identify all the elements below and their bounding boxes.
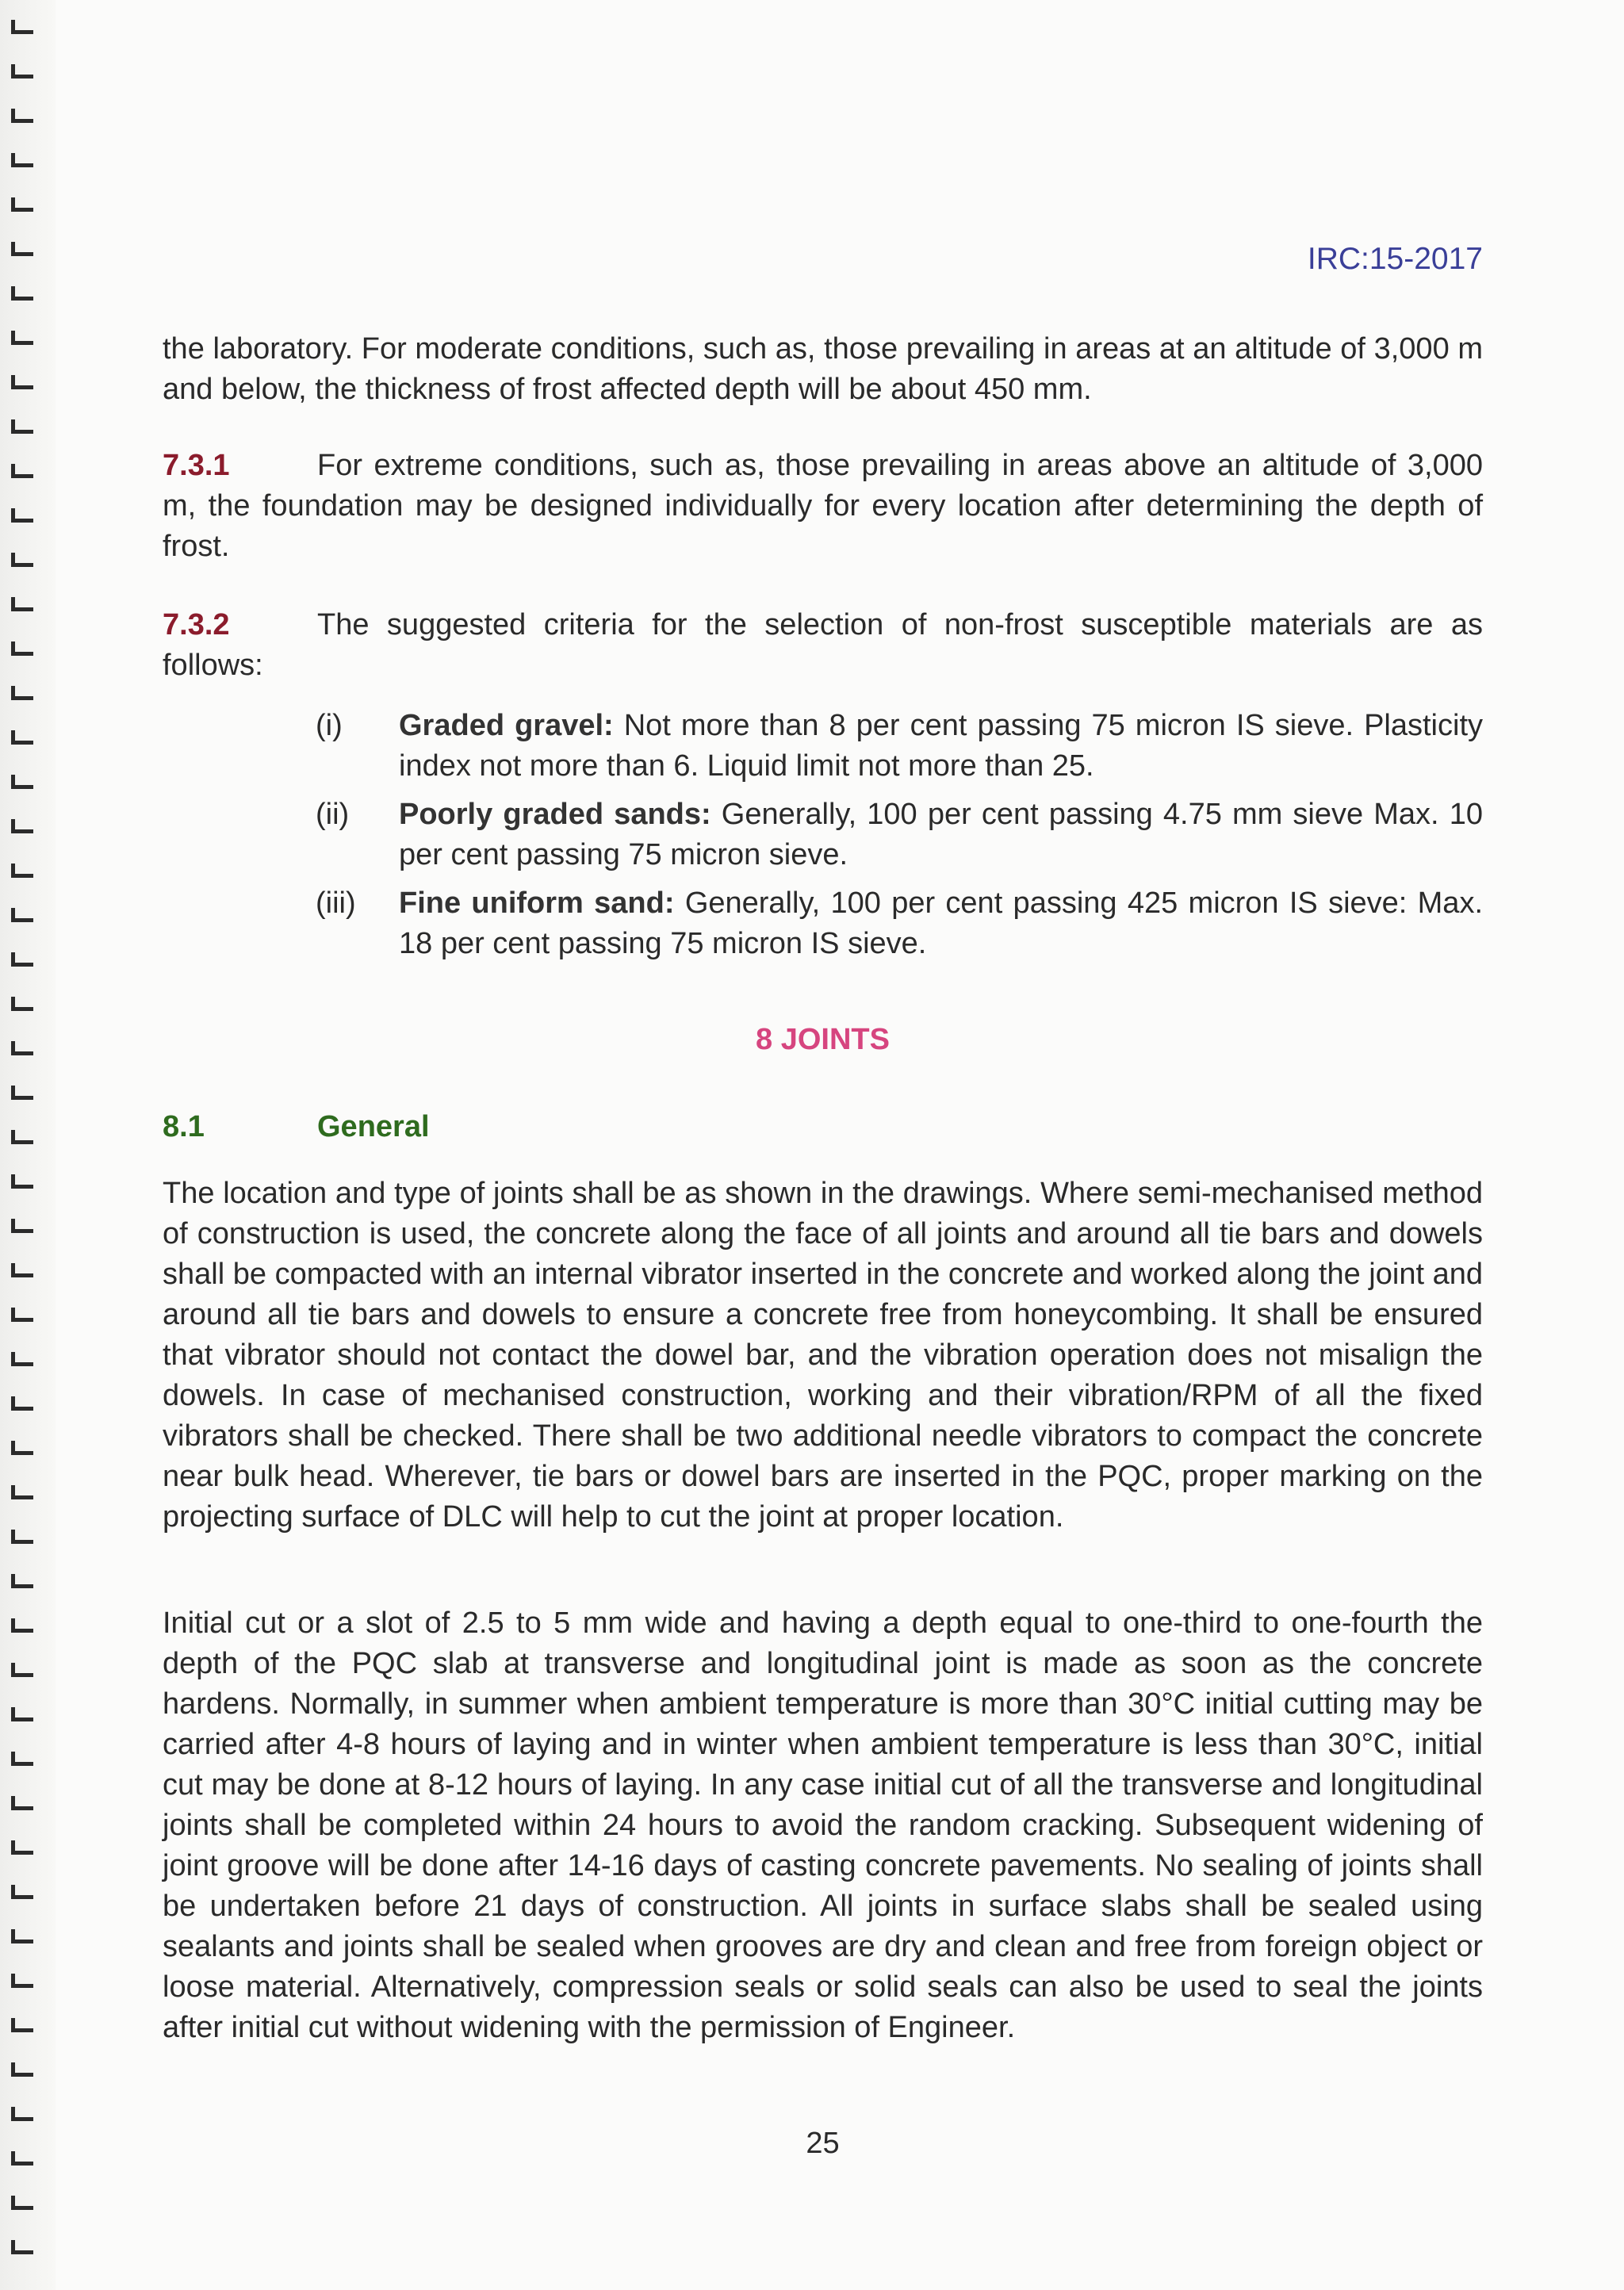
binding-ring [11,1707,33,1721]
binding-ring [11,2018,33,2032]
item-numeral: (i) [316,709,343,742]
binding-ring [11,1441,33,1455]
binding-ring [11,2240,33,2254]
binding-ring [11,775,33,789]
section-heading: 8 JOINTS [756,1023,890,1056]
general-paragraph-1 [163,1174,1483,1538]
item-term: Poorly graded sands: [399,798,711,831]
binding-ring [11,242,33,256]
binding-ring [11,2196,33,2210]
item-numeral: (iii) [316,887,356,920]
list-item [316,706,1483,787]
paragraph-text: Initial cut or a slot of 2.5 to 5 mm wide and having a depth equal to one-third to one-fourth the depth of the PQC slab at transverse and longitudinal joint is made as soon as the concrete hardens. Normally, in summer when ambient temperature is more than 30°C initial cutting may be carried after 4-8 hours of laying and in winter when ambient temperature is less than 30°C, initial cut may be done at 8-12 hours of laying. In any case initial cut of all the transverse and longitudinal joints shall be completed within 24 hours to avoid the random cracking. Subsequent widening of joint groove will be done after 14-16 days of casting concrete pavements. No sealing of joints shall be undertaken before 21 days of construction. All joints in surface slabs shall be sealed using sealants and joints shall be sealed when grooves are dry and clean and free from foreign object or loose material. Alternatively, compression seals or solid seals can also be used to seal the joints after initial cut without widening with the permission of Engineer. [163,1606,1483,2044]
binding-ring [11,1752,33,1766]
binding-ring [11,1263,33,1277]
list-item [316,883,1483,964]
subsection-title: General [317,1110,430,1143]
binding-ring [11,1663,33,1677]
binding-ring [11,1219,33,1233]
binding-ring [11,1885,33,1899]
item-numeral: (ii) [316,798,350,831]
binding-ring [11,1130,33,1144]
binding-ring [11,1530,33,1544]
binding-ring [11,419,33,434]
binding-ring [11,1041,33,1055]
spiral-binding [0,0,56,2290]
binding-ring [11,197,33,212]
binding-ring [11,819,33,833]
criteria-list [316,706,1483,972]
binding-ring [11,286,33,301]
binding-ring [11,109,33,123]
item-text: Generally, 100 per cent passing 425 micron IS sieve: Max. 18 per cent passing 75 micron IS sieve. [399,887,1484,960]
clause-7-3-1 [163,446,1483,567]
intro-paragraph [163,329,1483,410]
clause-text: The suggested criteria for the selection of non-frost susceptible materials are as follows: [163,608,1483,682]
binding-ring [11,375,33,389]
binding-ring [11,597,33,611]
document-code: IRC:15-2017 [1307,242,1483,276]
binding-ring [11,952,33,967]
clause-7-3-2 [163,605,1483,686]
binding-ring [11,1485,33,1499]
binding-ring [11,508,33,523]
binding-ring [11,1308,33,1322]
binding-ring [11,20,33,34]
binding-ring [11,2062,33,2077]
binding-ring [11,1086,33,1100]
binding-ring [11,997,33,1011]
page-number: 25 [806,2127,840,2160]
binding-ring [11,1929,33,1943]
list-item [316,795,1483,875]
binding-ring [11,730,33,745]
subsection-heading [163,1110,430,1144]
item-term: Graded gravel: [399,709,614,742]
binding-ring [11,641,33,656]
binding-ring [11,1618,33,1633]
binding-ring [11,553,33,567]
binding-ring [11,686,33,700]
clause-number: 7.3.1 [163,449,230,482]
clause-text: For extreme conditions, such as, those prevailing in areas above an altitude of 3,000 m, the foundation may be designed individually for every location after determining the depth of frost. [163,449,1483,563]
binding-ring [11,1840,33,1855]
binding-ring [11,64,33,79]
binding-ring [11,1174,33,1189]
item-term: Fine uniform sand: [399,887,675,920]
binding-ring [11,1974,33,1988]
binding-ring [11,153,33,167]
clause-number: 7.3.2 [163,608,230,641]
binding-ring [11,1574,33,1588]
binding-ring [11,1796,33,1810]
general-paragraph-2 [163,1603,1483,2048]
subsection-number: 8.1 [163,1110,205,1143]
binding-ring [11,464,33,478]
paragraph-text: The location and type of joints shall be as shown in the drawings. Where semi-mechanised method of construction is used, the concrete along the face of all joints and around all tie bars and dowels shall be compacted with an internal vibrator inserted in the concrete and worked along the joint and around all tie bars and dowels to ensure a concrete free from honeycombing. It shall be ensured that vibrator should not contact the dowel bar, and the vibration operation does not misalign the dowels. In case of mechanised construction, working and their vibration/RPM of all the fixed vibrators shall be checked. There shall be two additional needle vibrators to compact the concrete near bulk head. Wherever, tie bars or dowel bars are inserted in the PQC, proper marking on the projecting surface of DLC will help to cut the joint at proper location. [163,1177,1483,1534]
item-text: Generally, 100 per cent passing 4.75 mm sieve Max. 10 per cent passing 75 micron sieve. [399,798,1483,871]
binding-ring [11,908,33,922]
intro-text: the laboratory. For moderate conditions, such as, those prevailing in areas at an altitude of 3,000 m and below, the thickness of frost affected depth will be about 450 mm. [163,332,1483,406]
binding-ring [11,1352,33,1366]
binding-ring [11,331,33,345]
binding-ring [11,2151,33,2166]
binding-ring [11,864,33,878]
item-text: Not more than 8 per cent passing 75 micron IS sieve. Plasticity index not more than 6. Liquid limit not more than 25. [399,709,1483,783]
binding-ring [11,1396,33,1411]
binding-ring [11,2107,33,2121]
